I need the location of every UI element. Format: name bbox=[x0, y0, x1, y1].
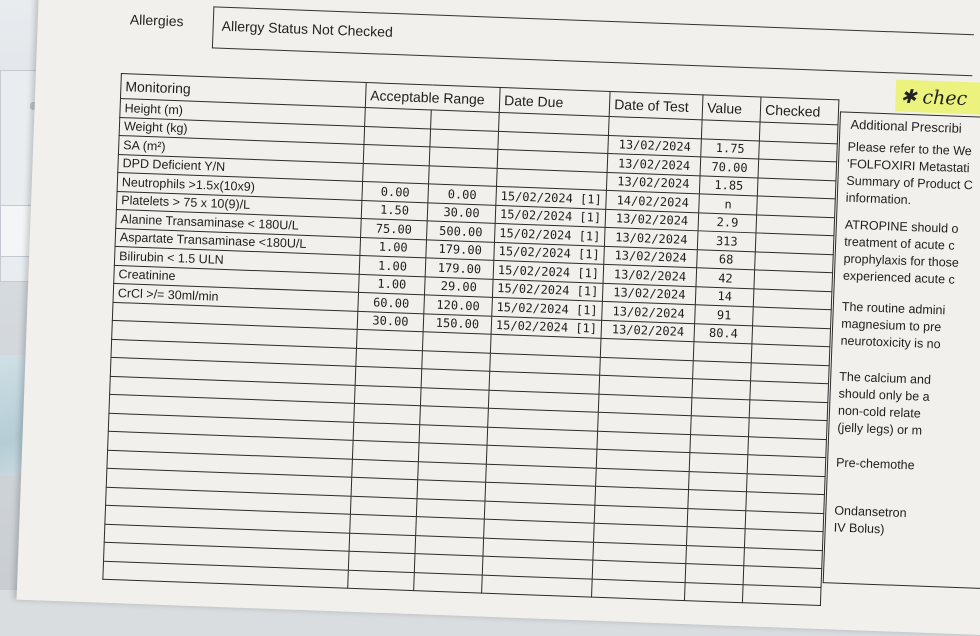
empty-cell bbox=[421, 369, 490, 390]
empty-cell bbox=[418, 443, 487, 464]
range-min: 1.50 bbox=[361, 200, 428, 221]
empty-cell bbox=[422, 332, 491, 353]
test-value: 42 bbox=[696, 268, 755, 289]
empty-cell bbox=[687, 527, 746, 548]
empty-cell bbox=[353, 422, 420, 443]
date-of-test: 14/02/2024 bbox=[606, 190, 700, 212]
empty-cell bbox=[350, 496, 417, 517]
empty-cell bbox=[689, 471, 748, 492]
empty-cell bbox=[482, 575, 593, 598]
date-due: 15/02/2024 [1] bbox=[492, 279, 603, 302]
empty-cell bbox=[686, 545, 745, 566]
range-min: 30.00 bbox=[357, 311, 424, 332]
date-of-test: 13/02/2024 bbox=[605, 227, 699, 249]
row-label: SA (m²) bbox=[118, 136, 364, 163]
empty-cell bbox=[743, 584, 822, 605]
empty-cell bbox=[692, 379, 751, 400]
empty-cell bbox=[415, 535, 484, 556]
range-min: 1.00 bbox=[360, 237, 427, 258]
row-label: Alanine Transaminase < 180U/L bbox=[116, 209, 362, 236]
header-date-due: Date Due bbox=[499, 87, 610, 116]
range-max: 179.00 bbox=[425, 258, 494, 279]
table-body bbox=[103, 99, 838, 606]
date-of-test: 13/02/2024 bbox=[603, 264, 697, 286]
empty-cell bbox=[420, 387, 489, 408]
side-paragraph-3: The routine admini magnesium to pre neurotoxicity is no bbox=[840, 299, 946, 352]
row-label: Platelets > 75 x 10(9)/L bbox=[116, 191, 362, 218]
date-due: 15/02/2024 [1] bbox=[494, 223, 605, 246]
handwritten-note: ✱ chec bbox=[900, 85, 968, 111]
date-due: 15/02/2024 [1] bbox=[495, 205, 606, 228]
row-label: Weight (kg) bbox=[119, 117, 365, 144]
row-label: DPD Deficient Y/N bbox=[118, 154, 364, 181]
test-value: 2.9 bbox=[698, 212, 757, 233]
empty-cell bbox=[693, 360, 752, 381]
test-value: 70.00 bbox=[700, 157, 759, 178]
row-label: Creatinine bbox=[114, 265, 360, 292]
empty-cell bbox=[419, 424, 488, 445]
date-of-test: 13/02/2024 bbox=[608, 135, 702, 157]
empty-cell bbox=[417, 480, 486, 501]
allergies-label: Allergies bbox=[129, 11, 184, 30]
empty-cell bbox=[418, 461, 487, 482]
range-max bbox=[429, 147, 498, 168]
row-label: Aspartate Transaminase <180U/L bbox=[115, 228, 361, 255]
empty-cell bbox=[691, 397, 750, 418]
range-max: 150.00 bbox=[423, 313, 492, 334]
range-max: 0.00 bbox=[428, 184, 497, 205]
header-checked: Checked bbox=[760, 97, 839, 125]
empty-cell bbox=[688, 490, 747, 511]
date-due: 15/02/2024 [1] bbox=[492, 297, 603, 320]
range-max bbox=[431, 110, 500, 131]
range-max bbox=[429, 165, 498, 186]
empty-cell bbox=[416, 498, 485, 519]
range-min bbox=[363, 144, 430, 165]
empty-cell bbox=[349, 533, 416, 554]
range-min bbox=[364, 126, 431, 147]
side-panel-title: Additional Prescribi bbox=[850, 116, 963, 136]
range-min: 1.00 bbox=[359, 255, 426, 276]
date-of-test: 13/02/2024 bbox=[602, 301, 696, 323]
test-value: 1.85 bbox=[700, 175, 759, 196]
date-due: 15/02/2024 [1] bbox=[491, 316, 602, 339]
range-min bbox=[363, 163, 430, 184]
empty-cell bbox=[416, 517, 485, 538]
range-max: 29.00 bbox=[424, 276, 493, 297]
test-value: 1.75 bbox=[701, 138, 760, 159]
empty-cell bbox=[355, 366, 422, 387]
range-min: 75.00 bbox=[361, 218, 428, 239]
row-label: Height (m) bbox=[120, 99, 366, 126]
empty-cell bbox=[685, 564, 744, 585]
side-paragraph-6: Ondansetron IV Bolus) bbox=[833, 503, 907, 537]
test-value: 14 bbox=[695, 286, 754, 307]
empty-cell bbox=[414, 554, 483, 575]
range-max: 30.00 bbox=[427, 202, 496, 223]
range-min: 60.00 bbox=[358, 292, 425, 313]
side-paragraph-4: The calcium and should only be a non-cold relate (jelly legs) or m bbox=[837, 369, 932, 438]
empty-cell bbox=[693, 342, 752, 363]
empty-cell bbox=[351, 477, 418, 498]
empty-cell bbox=[689, 453, 748, 474]
row-label: Bilirubin < 1.5 ULN bbox=[114, 246, 360, 273]
allergy-status-field bbox=[212, 6, 974, 76]
empty-cell bbox=[352, 459, 419, 480]
empty-cell bbox=[687, 508, 746, 529]
empty-cell bbox=[422, 350, 491, 371]
header-monitoring: Monitoring bbox=[120, 74, 366, 108]
empty-cell bbox=[356, 348, 423, 369]
empty-cell bbox=[357, 329, 424, 350]
header-value: Value bbox=[702, 95, 761, 122]
date-due: 15/02/2024 [1] bbox=[496, 186, 607, 209]
empty-cell bbox=[420, 406, 489, 427]
test-value: 80.4 bbox=[694, 323, 753, 344]
test-value: n bbox=[699, 194, 758, 215]
empty-cell bbox=[691, 416, 750, 437]
date-due: 15/02/2024 [1] bbox=[494, 242, 605, 265]
test-value: 68 bbox=[697, 249, 756, 270]
test-value: 313 bbox=[697, 231, 756, 252]
header-acceptable-range: Acceptable Range bbox=[365, 83, 500, 113]
allergy-status-value: Allergy Status Not Checked bbox=[221, 17, 394, 40]
range-max: 120.00 bbox=[424, 295, 493, 316]
test-value: 91 bbox=[695, 305, 754, 326]
empty-cell bbox=[350, 514, 417, 535]
header-date-of-test: Date of Test bbox=[609, 91, 703, 119]
row-label: Neutrophils >1.5x(10x9) bbox=[117, 172, 363, 199]
side-paragraph-5: Pre-chemothe bbox=[835, 455, 915, 473]
test-value bbox=[702, 120, 761, 141]
empty-cell bbox=[354, 385, 421, 406]
empty-cell bbox=[348, 551, 415, 572]
empty-cell bbox=[352, 440, 419, 461]
empty-cell bbox=[354, 403, 421, 424]
side-paragraph-1: Please refer to the We 'FOLFOXIRI Metastati Summary of Product C information. bbox=[845, 139, 974, 208]
empty-cell bbox=[690, 434, 749, 455]
paper-sheet bbox=[17, 0, 980, 635]
side-paragraph-2: ATROPINE should o treatment of acute c prophylaxis for those experienced acute c bbox=[842, 217, 960, 287]
date-of-test: 13/02/2024 bbox=[607, 172, 701, 194]
range-min bbox=[365, 108, 432, 129]
range-max bbox=[430, 128, 499, 149]
empty-cell bbox=[348, 570, 415, 591]
date-due: 15/02/2024 [1] bbox=[493, 260, 604, 283]
row-label: CrCl >/= 30ml/min bbox=[113, 283, 359, 310]
empty-cell bbox=[685, 582, 744, 603]
date-of-test: 13/02/2024 bbox=[604, 246, 698, 268]
range-max: 179.00 bbox=[426, 239, 495, 260]
range-min: 0.00 bbox=[362, 181, 429, 202]
date-of-test: 13/02/2024 bbox=[607, 153, 701, 175]
date-of-test: 13/02/2024 bbox=[605, 209, 699, 231]
monitoring-table bbox=[102, 73, 839, 606]
range-min: 1.00 bbox=[359, 274, 426, 295]
range-max: 500.00 bbox=[427, 221, 496, 242]
date-of-test: 13/02/2024 bbox=[603, 283, 697, 305]
date-of-test: 13/02/2024 bbox=[601, 320, 695, 342]
additional-prescribing-panel bbox=[823, 111, 980, 590]
